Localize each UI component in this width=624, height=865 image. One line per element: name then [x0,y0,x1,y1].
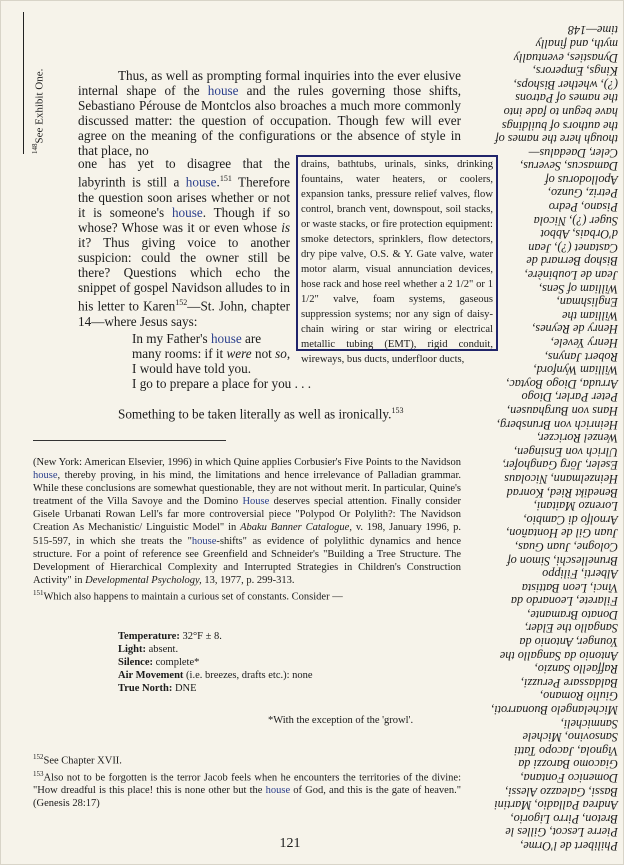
italic-journal: Developmental Psychology, [85,574,202,586]
text-run: —St. John, chapter 14—where Jesus says: [78,298,290,329]
right-column-line: Heinrich von Brunsberg, [496,417,618,432]
right-column-line: Cologne, Juan Guas, [515,539,618,554]
right-column-line: Henry Yevele, [550,336,618,351]
side-header [31,14,51,154]
right-column-line: Pierre Lescot, Gilles le [505,825,618,840]
text-run: Therefore the question soon arises whether or not it is someone's [78,174,290,220]
right-column-line: Heinzelmann, Nicolaus [504,471,618,486]
right-column-line: Sansovino, Michele [522,730,618,745]
text-run: 13, 1977, p. 299-313. [201,574,295,586]
spec-value: (i.e. breezes, drafts etc.): none [183,670,313,682]
right-column-line: myth, and finally [535,36,618,51]
right-column-line: Brunelleschi, Simon of [507,553,618,568]
right-column-line: the authors of buildings [501,118,618,133]
right-column-line: (?), whether Bishops, [513,77,618,92]
spec-row [118,630,438,643]
right-column [466,8,618,852]
right-column-line: Wenzel Roriczer, [537,431,618,446]
main-paragraph [78,68,461,159]
right-column-line: Giacomo Barozzi da [518,757,618,772]
paragraph-occupation [78,68,461,159]
footnote-152 [33,751,461,768]
right-column-line: Petriz, Gunzo, [547,186,618,201]
right-column-line: Baldassare Peruzzi, [520,675,618,690]
gospel-quote [132,331,292,376]
text-run: not [251,346,276,362]
right-column-line: d'Orbais, Abbot [540,227,618,242]
right-column-line: Apollodorus of [545,172,618,187]
right-column-line: Peter Parler, Diogo [521,390,618,405]
spec-label: True North: [118,683,173,695]
text-run: Thus, as well as prompting formal inquiries into the ever elusive internal shape of the [78,68,461,99]
right-column-line: Pisano, Pedro [548,200,618,215]
right-column-line: Jean de Loubinère, [524,268,618,283]
right-column-line: William the [562,308,618,323]
right-column-line: have begun to fade into [503,104,618,119]
footnote-ref-153: 153 [391,406,404,415]
house-word: house [171,204,203,220]
right-column-line: Lorenzo Maitani, [533,499,618,514]
spec-row [118,682,438,695]
text-run: See Chapter XVII. [43,755,122,767]
text-run: and the rules governing those shifts, Sebastiano Pérouse de Montclos also broaches a much more commonly discussed matter: the question of occupation. Though few will ever agree on the meaning of the configurations or the absence of style in that place, no [78,83,462,159]
right-column-rotated-text [466,8,618,852]
house-word: house [210,331,242,346]
italic-were: were [226,346,252,362]
spec-row [118,643,438,656]
right-column-line: Vignola, Jacopo Tatti [514,743,618,758]
text-run: , I would have told you. [132,346,291,377]
text-run: (New York: American Elsevier, 1996) in which Quine applies Corbusier's Five Points to the Navidson [33,457,461,468]
right-column-line: Andrea Palladio, Martini [494,798,618,813]
right-column-line: Kings, Emperors, [532,64,618,79]
spec-value: DNE [172,683,197,695]
footnote-number: 152 [33,753,44,761]
right-column-line: Arnolfo di Cambio, [523,512,618,527]
house-word: house [265,785,291,797]
right-column-line: Juan Gil de Hontañon, [506,526,618,541]
right-column-line: Suger (?), Nicola [533,213,618,228]
spec-label: Silence: [118,657,153,669]
right-column-line: Dynasties, eventually [513,50,618,65]
right-column-line: Sangallo the Elder, [524,621,618,636]
footnote-150-continued [33,456,461,587]
text-run: it? Thus giving voice to another suspicion: could the owner still be there? Questions which echo the snippet of gospel Navidson alludes to in his letter to Karen [78,234,290,314]
italic-title: Abaku Banner Catalogue [240,522,350,534]
footnotes [33,456,461,604]
footnote-divider [33,440,226,441]
right-column-line: Hans von Burghausen, [507,404,618,418]
right-column-line: Bishop Bernard de [526,254,618,269]
right-column-line: time—148 [567,23,618,38]
text-run: one has yet to disagree that the labyrinth is still a [78,156,290,190]
house-word: house [191,535,217,547]
right-column-line: Benedikt Ried, Konrad [506,485,618,500]
right-column-line: Sanmicheli, [560,716,618,731]
right-column-line: Damascus, Severus, [520,159,618,174]
right-column-line: Castanet (?), Jean [528,240,618,255]
text-run: are many rooms: if it [132,331,262,362]
right-column-line: Eseler, Jörg Ganghofer, [502,458,618,473]
right-column-line: Arruda, Diogo Boytac, [506,376,618,391]
box-text: drains, bathtubs, urinals, sinks, drinking fountains, water heaters, or coolers, expansion tanks, pressure relief valves, flow control, branch vent, downspout, soil stacks, or waste stacks, or fire protection equipment: smoke detectors, sprinklers, flow detectors, dry pipe valve, O.S. & Y. Gate valve, water motor alarm, visual annunciation devices, hose rack and hose reel whether a 2 1/2" or 1 1/2" valve, foam systems, gaseous suppression systems; nor any sign of daisy-chain wiring or star wiring or electrical metallic tubing (EMT), rigid conduit, wireways, bus ducts, underfloor ducts, [301,159,493,365]
spec-label: Light: [118,644,147,656]
footnote-151 [33,587,461,604]
italic-is: is [281,219,290,235]
page-number: 121 [279,836,301,851]
spec-label: Temperature: [118,631,180,642]
footnote-ref-151: 151 [219,174,232,184]
right-column-line: Bassi, Galeazzo Alessi, [505,784,618,799]
right-column-line: Donato Bramante, [527,607,618,622]
footnote-number: 151 [33,588,44,597]
right-column-line: though here the names of [495,132,618,147]
footnote-number: 153 [33,769,44,778]
right-column-line: Michelangelo Buonarroti, [491,703,618,718]
right-column-line: Giulio Romano, [540,689,618,704]
narrow-paragraph: one has yet to disagree that the labyrinth is still a house.$^{151}$ Therefore the question soon arises whether or not it is someone's house. Though if so whose? Whose was it or even whose is it? Thus giving voice to another suspicion: could the owner still be there? Questions which echo the snippet of gospel Navidson alludes to in his letter to Karen$^{152}$—St. John, chapter 14—where Jesus says: [78,156,290,329]
right-column-line: Domenico Fontana, [520,771,618,786]
footnotes-152-153 [33,751,461,810]
spec-value: 32°F ± 8. [179,631,222,642]
right-column-line: Celer, Daedalus— [528,145,618,160]
right-column-line: Robert Janyns, [544,349,618,364]
text-run: , v. 198, January 1996, p. 515-597, in which she treats the " [33,522,461,547]
footnote-ref-152: 152 [175,298,188,308]
right-column-line: Englishman, [556,295,618,310]
text-run: Also not to be forgotten is the terror Jacob feels when he encounters the territories of the divine: "How dreadful is this place! this is none other but the [33,772,461,797]
house-word: house [185,174,217,190]
text-run: . Though if so whose? Whose was it or even whose [78,204,290,235]
text-run: Something to be taken literally as well as ironically. [118,406,392,422]
growl-note: *With the exception of the 'growl'. [268,715,414,726]
right-column-line: Younger, Antonio da [519,635,618,650]
side-header-sup: 148 [31,143,39,154]
footnote-153 [33,768,461,811]
italic-so: so [275,346,287,362]
house-word: house [207,83,239,99]
right-column-line: Raffaello Sanzio, [534,662,618,677]
text-run: Which also happens to maintain a curious set of constants. Consider — [43,591,343,603]
spec-label: Air Movement [118,670,184,682]
side-header-text: See Exhibit One. [33,68,46,144]
text-run: , thereby proving, in his mind, the limitations and hence irrelevance of Palladian grammar. While these conclusions are somewhat questionable, they are not without merit. In particular, Quine's treatment of the Villa Savoye and the Domino [33,470,461,508]
right-column-line: Breton, Pirro Ligorio, [510,811,618,826]
right-column-line: Henry de Reynes, [532,322,618,337]
constants-list [118,630,438,695]
spec-value: absent. [146,644,179,656]
text-run: In my Father's [132,331,211,346]
right-column-line: Alberti, Filippo [542,567,618,582]
right-column-line: Antonio da Sangallo the [499,648,618,663]
gospel-quote-last-line: I go to prepare a place for you . . . [132,376,312,391]
spec-row [118,669,438,682]
text-run: deserves special attention. Finally consider Gisele Urbanati Rowan Lell's far more controversial piece "Polypod Or Polylith?: The Navidson Creation As Mechanistic/ Linguistic Model" in [33,496,461,534]
house-word: house [33,470,58,482]
right-column-line: Filarete, Leonardo da [510,594,618,609]
right-column-line: William Wynford, [533,363,618,378]
literal-line [118,403,458,421]
right-column-line: Vinci, Leon Battista [521,580,618,595]
right-column-line: the names of Patrons [515,91,618,106]
spec-row [118,656,438,669]
right-column-line: Ulrich von Ensingen, [514,444,618,459]
header-rule [23,12,24,154]
text-run: -shifts" as evidence of polylithic dynamics and hence structure. For a point of reference see Greenfield and Schneider's "Building a Tree Structure. The Development of Hierarchical Complexity and Interrupted Strategies in Children's Construction Activity" in [33,535,461,586]
plumbing-list-box [296,155,498,365]
right-column-line: Philibert de l'Orme, [520,839,618,853]
right-column-line: William of Sens, [539,281,618,296]
text-run: of God, and this is the gate of heaven." (Genesis 28:17) [33,785,461,810]
house-word: House [242,496,270,508]
spec-value: complete* [153,657,200,669]
